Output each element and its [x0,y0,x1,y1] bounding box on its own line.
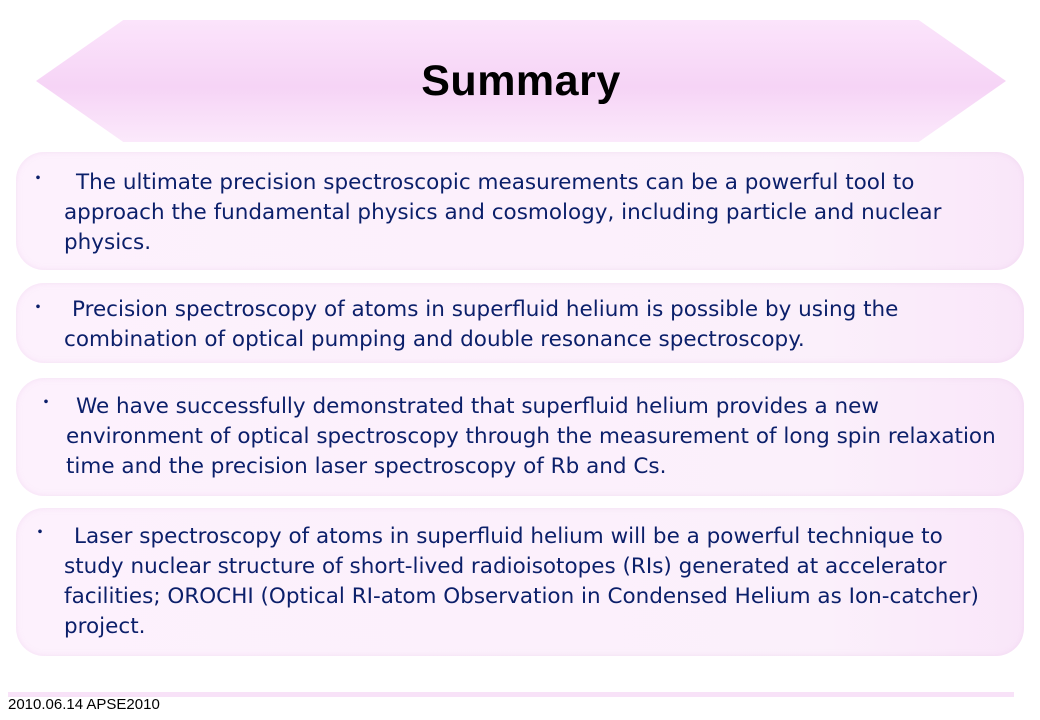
bullet-icon: ・ [28,166,48,190]
slide-title: Summary [421,56,621,105]
summary-point-text: We have successfully demonstrated that superfluid helium provides a new environment of optical spectroscopy through the measurement of long spin relaxation time and the precision laser spectroscopy of Rb and Cs. [66,394,996,479]
summary-point-2 [16,283,1024,363]
summary-point-text: Precision spectroscopy of atoms in superfluid helium is possible by using the combination of optical pumping and double resonance spectroscopy. [64,297,899,352]
summary-point-1 [16,152,1024,270]
bullet-icon: ・ [36,390,56,414]
summary-point-3 [16,378,1024,496]
bullet-icon: ・ [28,295,48,319]
bullet-icon: ・ [30,520,50,544]
summary-point-text: The ultimate precision spectroscopic measurements can be a powerful tool to approach the fundamental physics and cosmology, including particle and nuclear physics. [64,170,942,255]
summary-point-4 [16,508,1024,656]
footer-date-conference: 2010.06.14 APSE2010 [8,696,160,713]
summary-point-text: Laser spectroscopy of atoms in superfluid helium will be a powerful technique to study nuclear structure of short-lived radioisotopes (RIs) generated at accelerator facilities; OROCHI (Optical RI-atom Observation in Condensed Helium as Ion-catcher) project. [64,524,979,639]
